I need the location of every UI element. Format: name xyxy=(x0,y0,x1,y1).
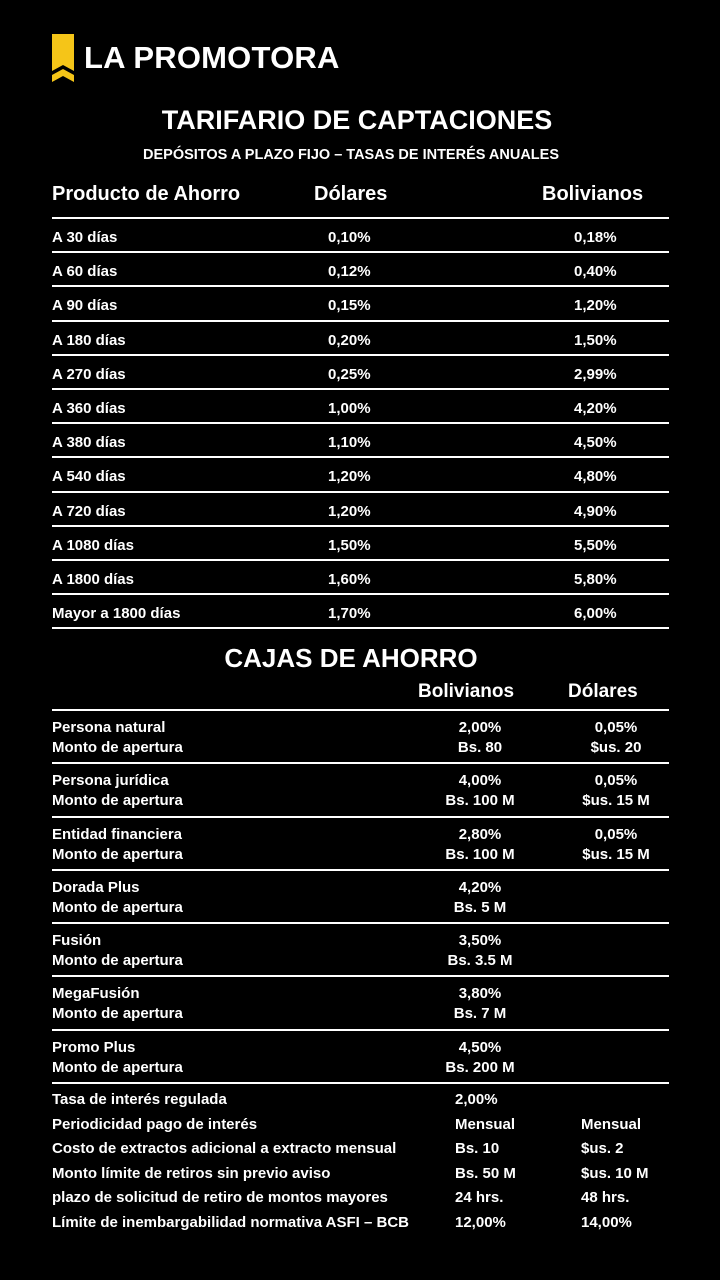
table-row xyxy=(52,424,669,458)
min-bob: Bs. 100 M xyxy=(445,792,515,810)
table-row xyxy=(52,322,669,356)
table-row xyxy=(52,1031,669,1084)
rate-usd: 1,60% xyxy=(328,570,371,588)
rate-bob: 1,50% xyxy=(574,331,617,349)
rate-bob: 4,80% xyxy=(574,468,617,486)
cajas-header-usd: Dólares xyxy=(568,681,638,702)
rate-bob: 4,20% xyxy=(458,878,502,896)
min-bob: Bs. 80 xyxy=(457,739,503,756)
header-product: Producto de Ahorro xyxy=(52,183,241,205)
opening-amount-label: Monto de apertura xyxy=(52,1058,183,1076)
product-name: A 1800 días xyxy=(52,570,134,588)
condition-label: Tasa de interés regulada xyxy=(52,1091,227,1108)
min-usd: $us. 15 M xyxy=(582,792,650,810)
condition-usd: $us. 10 M xyxy=(581,1164,649,1182)
rate-usd: 1,00% xyxy=(328,399,371,417)
table-row xyxy=(52,356,669,390)
account-name: Dorada Plus xyxy=(52,878,140,896)
condition-label: Monto límite de retiros sin previo aviso xyxy=(52,1164,331,1182)
logo-mark-icon xyxy=(52,34,74,82)
header-bob: Bolivianos xyxy=(542,183,644,205)
condition-usd: 48 hrs. xyxy=(581,1189,630,1207)
condition-usd: Mensual xyxy=(581,1115,642,1133)
table-row xyxy=(52,287,669,321)
min-usd: $us. 20 xyxy=(590,739,642,756)
brand-name: LA PROMOTORA xyxy=(84,40,340,75)
product-name: A 720 días xyxy=(52,502,126,520)
condition-label: Costo de extractos adicional a extracto mensual xyxy=(52,1140,397,1158)
rate-usd: 0,05% xyxy=(594,772,638,790)
rate-bob: 4,00% xyxy=(458,772,502,790)
product-name: A 1080 días xyxy=(52,536,134,554)
bob-values xyxy=(430,878,530,918)
cajas-header-bob: Bolivianos xyxy=(418,681,515,702)
condition-bob: Mensual xyxy=(455,1115,516,1133)
page-title: TARIFARIO DE CAPTACIONES xyxy=(161,105,553,135)
list-item xyxy=(52,1140,669,1165)
product-name: A 180 días xyxy=(52,331,126,349)
rate-usd: 1,10% xyxy=(328,434,371,452)
rate-bob: 2,00% xyxy=(458,719,502,736)
table-row xyxy=(52,977,669,1030)
bob-values xyxy=(430,1038,530,1078)
cajas-table xyxy=(52,709,669,1084)
product-name: A 90 días xyxy=(52,297,118,315)
min-bob: Bs. 7 M xyxy=(453,1005,507,1023)
list-item xyxy=(52,1165,669,1190)
condition-bob: 2,00% xyxy=(455,1091,498,1108)
opening-amount-label: Monto de apertura xyxy=(52,1005,183,1023)
table-row xyxy=(52,595,669,629)
table-row xyxy=(52,390,669,424)
min-bob: Bs. 100 M xyxy=(445,845,515,863)
table-row xyxy=(52,871,669,924)
min-bob: Bs. 5 M xyxy=(453,898,507,916)
rate-bob: 6,00% xyxy=(574,605,617,623)
condition-label: Límite de inembargabilidad normativa ASFI – BCB xyxy=(52,1213,410,1231)
list-item xyxy=(52,1091,669,1116)
rate-usd: 0,25% xyxy=(328,365,371,383)
min-usd: $us. 15 M xyxy=(582,845,650,863)
condition-bob: Bs. 50 M xyxy=(455,1164,516,1182)
condition-label: Periodicidad pago de interés xyxy=(52,1115,258,1133)
table-row xyxy=(52,561,669,595)
usd-values xyxy=(565,718,667,758)
dpf-table-header xyxy=(52,183,669,209)
bob-values xyxy=(430,825,530,865)
list-item xyxy=(52,1214,669,1239)
product-name: A 270 días xyxy=(52,365,126,383)
rate-bob: 1,20% xyxy=(574,297,617,315)
account-type xyxy=(52,931,183,971)
usd-values xyxy=(565,825,667,865)
rate-usd: 1,70% xyxy=(328,605,371,623)
page-subtitle: DEPÓSITOS A PLAZO FIJO – TASAS DE INTERÉS ANUALES xyxy=(143,147,559,163)
brand-logo xyxy=(52,34,340,82)
min-bob: Bs. 200 M xyxy=(445,1058,515,1076)
table-row xyxy=(52,924,669,977)
rate-bob: 5,80% xyxy=(574,570,617,588)
table-row xyxy=(52,764,669,817)
table-row xyxy=(52,253,669,287)
product-name: A 60 días xyxy=(52,263,118,281)
opening-amount-label: Monto de apertura xyxy=(52,952,183,970)
rate-bob: 4,50% xyxy=(458,1038,502,1056)
rate-usd: 1,20% xyxy=(328,468,371,486)
rate-bob: 3,50% xyxy=(458,932,502,950)
account-type xyxy=(52,718,183,758)
condition-usd: $us. 2 xyxy=(581,1140,624,1158)
bob-values xyxy=(430,931,530,971)
rate-usd: 1,20% xyxy=(328,502,371,520)
product-name: A 360 días xyxy=(52,399,126,417)
account-name: Fusión xyxy=(52,932,102,950)
rate-bob: 4,90% xyxy=(574,502,617,520)
account-name: Entidad financiera xyxy=(52,825,183,843)
condition-bob: 24 hrs. xyxy=(455,1189,504,1207)
account-type xyxy=(52,1038,183,1078)
rate-bob: 2,99% xyxy=(574,365,617,383)
rate-bob: 5,50% xyxy=(574,536,617,554)
conditions-list xyxy=(52,1091,669,1239)
table-row xyxy=(52,818,669,871)
min-bob: Bs. 3.5 M xyxy=(447,952,513,970)
account-name: MegaFusión xyxy=(52,985,140,1003)
rate-usd: 0,10% xyxy=(328,229,371,246)
bob-values xyxy=(430,984,530,1024)
table-row xyxy=(52,493,669,527)
account-type xyxy=(52,878,183,918)
opening-amount-label: Monto de apertura xyxy=(52,739,183,756)
product-name: A 30 días xyxy=(52,229,118,246)
table-row xyxy=(52,527,669,561)
rate-bob: 0,18% xyxy=(574,229,617,246)
rate-usd: 0,20% xyxy=(328,331,371,349)
rate-usd: 1,50% xyxy=(328,536,371,554)
account-name: Persona jurídica xyxy=(52,772,169,790)
account-type xyxy=(52,771,183,811)
rate-usd: 0,05% xyxy=(594,719,638,736)
opening-amount-label: Monto de apertura xyxy=(52,898,183,916)
bob-values xyxy=(430,718,530,758)
rate-usd: 0,15% xyxy=(328,297,371,315)
condition-label: plazo de solicitud de retiro de montos mayores xyxy=(52,1189,388,1207)
rate-bob: 4,20% xyxy=(574,399,617,417)
product-name: A 540 días xyxy=(52,468,126,486)
table-row xyxy=(52,458,669,492)
rate-bob: 2,80% xyxy=(458,825,502,843)
condition-usd: 14,00% xyxy=(581,1213,632,1231)
account-name: Persona natural xyxy=(52,719,166,736)
condition-bob: 12,00% xyxy=(455,1213,506,1231)
usd-values xyxy=(565,771,667,811)
account-name: Promo Plus xyxy=(52,1038,136,1056)
table-row xyxy=(52,219,669,253)
cajas-table-header xyxy=(52,681,669,705)
account-type xyxy=(52,984,183,1024)
dpf-table xyxy=(52,217,669,629)
cajas-title: CAJAS DE AHORRO xyxy=(224,643,478,673)
product-name: Mayor a 1800 días xyxy=(52,605,181,623)
account-type xyxy=(52,825,183,865)
rate-bob: 4,50% xyxy=(574,434,617,452)
list-item xyxy=(52,1189,669,1214)
rate-usd: 0,05% xyxy=(594,825,638,843)
opening-amount-label: Monto de apertura xyxy=(52,845,183,863)
opening-amount-label: Monto de apertura xyxy=(52,792,183,810)
list-item xyxy=(52,1116,669,1141)
header-usd: Dólares xyxy=(314,183,388,205)
rate-bob: 0,40% xyxy=(574,263,617,281)
product-name: A 380 días xyxy=(52,434,126,452)
rate-bob: 3,80% xyxy=(458,985,502,1003)
condition-bob: Bs. 10 xyxy=(455,1140,500,1158)
bob-values xyxy=(430,771,530,811)
rate-usd: 0,12% xyxy=(328,263,371,281)
table-row xyxy=(52,711,669,764)
